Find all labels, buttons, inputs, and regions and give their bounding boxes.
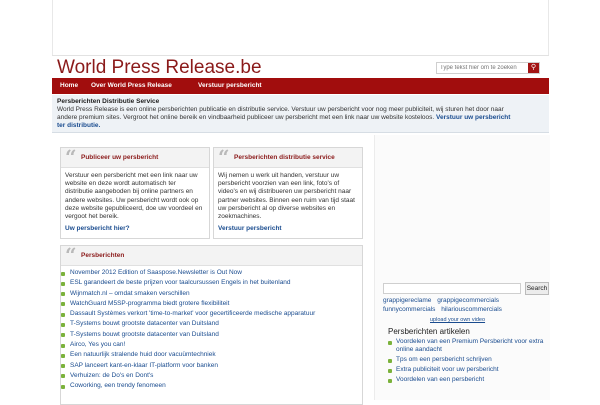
press-item[interactable] [59,361,315,371]
article-label: Voordelen van een persbericht [396,376,485,383]
tag-link[interactable]: grappigereclame [383,297,432,304]
article-item[interactable] [383,376,548,384]
publish-box-header [61,145,209,169]
press-item-label: WatchGuard M5SP-programma biedt grotere flexibiliteit [70,299,230,307]
press-item-label: Verhuizen: de Do's en Dont's [70,371,154,379]
press-item-label: Dassault Systèmes verkort 'time-to-market' voor gecertificeerde medische apparatuur [70,310,316,318]
sidebar [374,135,550,400]
quote-icon: “ [65,243,77,267]
bullet-icon [388,369,392,373]
articles-title: Persberichten artikelen [388,327,470,336]
press-box-header [61,243,362,267]
search-icon[interactable]: ⚲ [528,63,539,73]
press-item[interactable] [59,330,315,340]
tag-link[interactable]: hilariouscommercials [441,306,502,313]
press-item[interactable] [59,309,315,319]
publish-box [60,147,210,239]
article-label: Extra publiciteit voor uw persbericht [396,366,499,373]
press-item-label: T-Systems bouwt grootste datacenter van Duitsland [70,330,219,338]
tag-link[interactable]: grappigecommercials [437,297,500,304]
quote-icon: “ [65,145,77,169]
press-item-label: SAP lanceert kant-en-klaar IT-platform voor banken [70,361,219,369]
article-item[interactable] [383,356,548,364]
press-item-label: Airco, Yes you can! [70,341,126,349]
press-item[interactable] [59,371,315,381]
bullet-icon [61,302,65,306]
articles-list [383,338,548,386]
article-label: Tps om een persbericht schrijven [396,356,492,363]
nav-item-verstuur[interactable]: Verstuur persbericht [198,82,262,89]
press-list [59,268,315,392]
distribution-box-text: Wij nemen u werk uit handen, verstuur uw persbericht voorzien van een link, foto's of video's en wij distribueren uw persbericht naar partner websites. Binnen een ruim van tijd staat uw persbericht al op diverse websites en zoekmachines. [218,172,355,221]
intro-description: World Press Release is een online persberichten publicatie en distributie service. Verstuur uw persbericht voor nog meer publiciteit, wij sturen het door naar andere premium sites. Vergroot het online bereik en vindbaarheid publiceer uw persbericht met een link naar uw website kosteloos. [57,106,504,121]
press-item-label: November 2012 Edition of Saaspose.Newsletter is Out Now [70,269,242,276]
press-item[interactable] [59,340,315,350]
press-item[interactable] [59,268,315,278]
press-box-title: Persberichten [81,252,125,259]
bullet-icon [61,272,65,276]
upload-video-link[interactable]: upload your own video [430,317,486,323]
sidebar-search-input[interactable] [383,283,521,294]
site-header [52,55,549,78]
header-search [436,62,540,74]
publish-box-title: Publiceer uw persbericht [81,154,159,161]
page [52,0,549,400]
site-title[interactable]: World Press Release.be [57,57,262,78]
press-item[interactable] [59,299,315,309]
main-nav [52,78,549,94]
distribution-box-link[interactable]: Verstuur persbericht [218,225,282,232]
article-label: Voordelen van een Premium Persbericht voor extra online aandacht [396,338,544,353]
ad-banner-area [52,0,549,55]
bullet-icon [61,385,65,389]
publish-box-text: Verstuur een persbericht met een link naar uw website en deze wordt automatisch ter distributie aangeboden bij online partners en andere websites. Uw persbericht wordt ook op deze website gepubliceerd, doe uw voordeel en vergoot het bereik. [65,172,203,221]
bullet-icon [388,379,392,383]
bullet-icon [61,344,65,348]
press-item-label: Wijnmatch.nl – omdat smaken verschillen [70,289,190,297]
tag-row-2 [383,306,502,313]
distribution-box-title: Persberichten distributie service [234,154,335,161]
press-item[interactable] [59,319,315,329]
bullet-icon [61,333,65,337]
bullet-icon [61,323,65,327]
bullet-icon [61,292,65,296]
bullet-icon [61,374,65,378]
article-item[interactable] [383,366,548,374]
intro-link[interactable]: Verstuur uw persbericht ter distributie. [57,114,511,129]
press-item-label: Een natuurlijk stralende huid door vacuümtechniek [70,351,216,359]
article-item[interactable] [383,338,548,354]
bullet-icon [61,313,65,317]
intro-panel [52,95,549,133]
bullet-icon [388,359,392,363]
intro-title: Persberichten Distributie Service [57,98,160,105]
bullet-icon [61,354,65,358]
header-search-input[interactable] [437,63,530,73]
tag-row-1 [383,297,499,304]
nav-item-home[interactable]: Home [60,82,79,89]
press-item-label: Coworking, een trendy fenomeen [70,382,166,390]
quote-icon: “ [218,145,230,169]
nav-item-over[interactable]: Over World Press Release [91,82,172,89]
press-item[interactable] [59,278,315,288]
bullet-icon [61,364,65,368]
press-item-label: T-Systems bouwt grootste datacenter van Duitsland [70,320,219,328]
press-item[interactable] [59,289,315,299]
sidebar-search-button[interactable]: Search [525,282,549,295]
publish-box-link[interactable]: Uw persbericht hier? [65,225,130,232]
press-item[interactable] [59,350,315,360]
distribution-box [213,147,363,239]
tag-link[interactable]: funnycommercials [383,306,436,313]
bullet-icon [388,341,392,345]
press-item-label: ESL garandeert de beste prijzen voor taalcursussen Engels in het buitenland [70,279,291,287]
distribution-box-header [214,145,362,169]
press-item[interactable] [59,381,315,391]
bullet-icon [61,282,65,286]
intro-text [57,106,517,130]
